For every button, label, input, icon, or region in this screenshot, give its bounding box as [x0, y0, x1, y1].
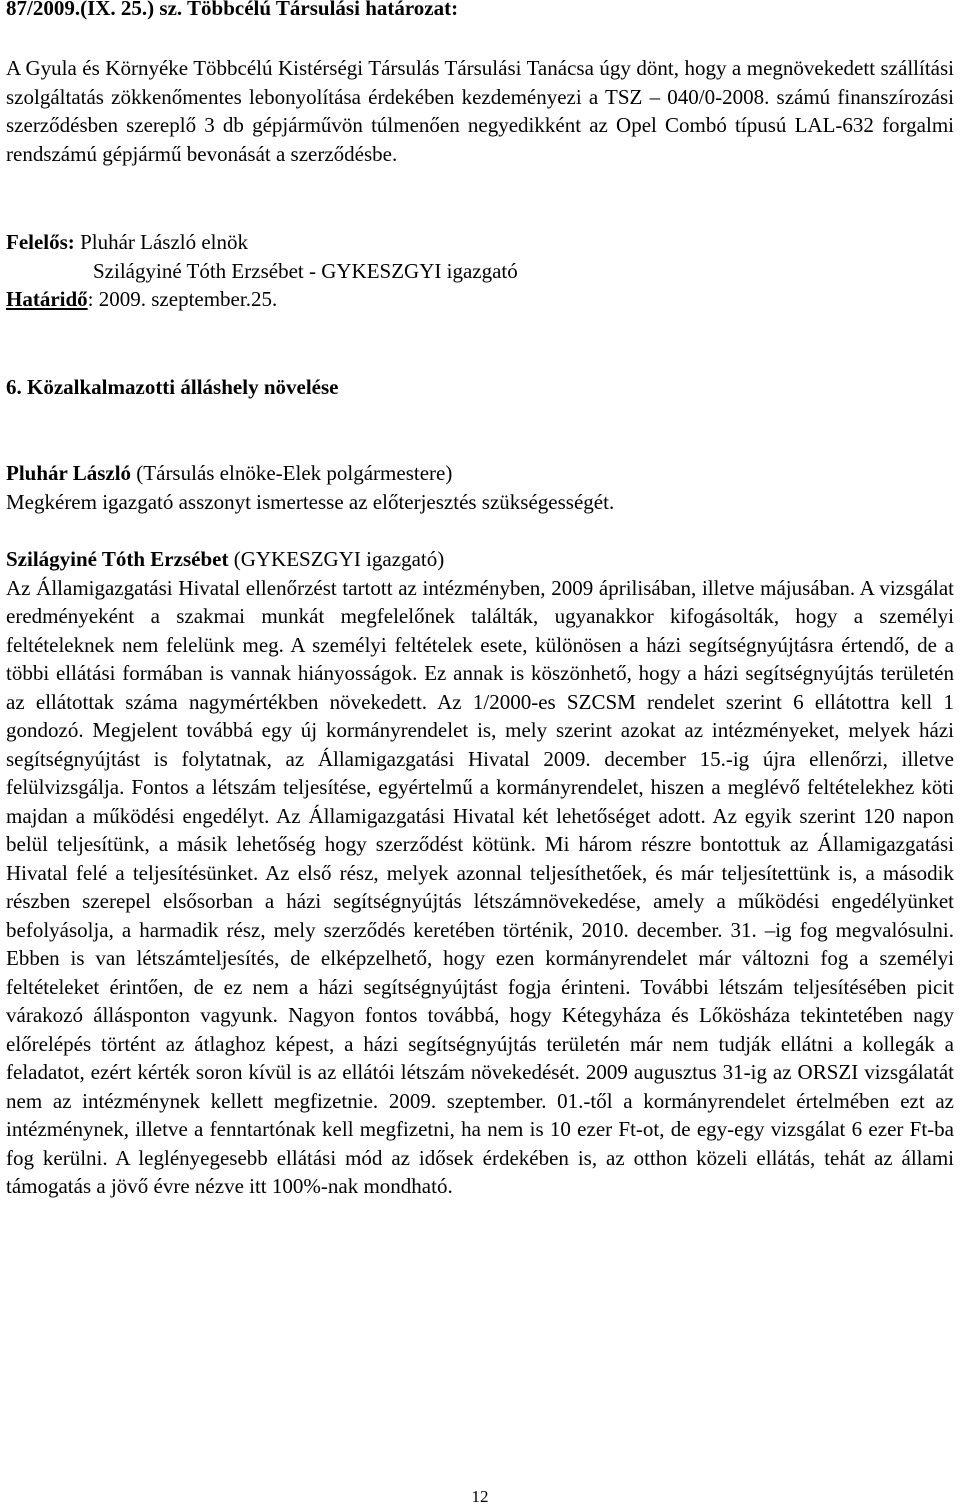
resolution-title: Többcélú Társulási határozat:	[187, 0, 459, 20]
responsible-person-1: Pluhár László elnök	[80, 230, 249, 254]
resolution-body	[6, 54, 954, 168]
speaker-1-name: Pluhár László	[6, 461, 132, 485]
speaker-2-role: (GYKESZGYI igazgató)	[228, 547, 445, 571]
speaker-1-block	[6, 459, 954, 516]
page-number: 12	[471, 1487, 489, 1506]
speaker-1-text: Megkérem igazgató asszonyt ismertesse az előterjesztés szükségességét.	[6, 489, 615, 514]
responsible-label: Felelős:	[6, 230, 75, 254]
section-title: Közalkalmazotti álláshely növelése	[27, 375, 339, 399]
speaker-2-name: Szilágyiné Tóth Erzsébet	[6, 547, 229, 571]
deadline-label: Határidő	[6, 287, 88, 311]
deadline-value: : 2009. szeptember.25.	[87, 287, 278, 311]
speaker-1-role: (Társulás elnöke-Elek polgármestere)	[131, 461, 453, 485]
section-heading	[6, 373, 954, 402]
speaker-2-text: Az Államigazgatási Hivatal ellenőrzést tartott az intézményben, 2009 áprilisában, illetve májusában. A vizsgálat eredményeként a szakmai munkát megfelelőnek találták, ugyanakkor kifogásolták, hogy a személyi feltételeknek nem felelünk meg. A személyi feltételek esete, különösen a házi segítségnyújtásra értendő, de a többi ellátási formában is vannak hiányosságok. Ez annak is köszönhető, hogy a házi segítségnyújtás területén az ellátottak száma nagymértékben növekedett. Az 1/2000-es SZCSM rendelet szerint 6 ellátottra kell 1 gondozó. Megjelent továbbá egy új kormányrendelet is, mely szerint azokat az intézményeket, melyek házi segítségnyújtást is folytatnak, az Államigazgatási Hivatal 2009. december 15.-ig újra ellenőrzi, illetve felülvizsgálja. Fontos a létszám teljesítése, egyértelmű a kormányrendelet, hiszen a meglévő feltételekhez köti majdan a működési engedélyt. Az Államigazgatási Hivatal két lehetőséget adott. Az egyik szerint 120 napon belül teljesítünk, a másik lehetőség hogy szerződést kötünk. Mi három részre bontottuk az Államigazgatási Hivatal felé a teljesítésünket. Az első rész, melyek azonnal teljesíthetőek, és már teljesítettünk is, a második részben szerepel elsősorban a házi segítségnyújtás létszámnövekedése, amely a működési engedélyünket befolyásolja, a harmadik rész, mely szerződés keretében történik, 2010. december. 31. –ig fog megvalósulni. Ebben is van létszámteljesítés, de elképzelhető, hogy ezen kormányrendelet már változni fog a személyi feltételeket érintően, de ez nem a házi segítségnyújtást fogja érinteni. További létszám teljesítésében picit várakozó állásponton vagyunk. Nagyon fontos továbbá, hogy Kétegyháza és Lőkösháza tekintetében nagy előrelépés történt az átlaghoz képest, a házi segítségnyújtás területén már nem tudják ellátni a kollegák a feladatot, ezért kérték soron kívül is az ellátói létszám növekedését. 2009 augusztus 31-ig az ORSZI vizsgálatát nem az intézménynek kellett megfizetnie. 2009. szeptember. 01.-től a kormányrendelet értelmében ezt az intézménynek, illetve a fenntartónak kell megfizetni, ha nem is 10 ezer Ft-ot, de egy-egy vizsgálat 6 ezer Ft-ba fog kerülni. A leglényegesebb ellátási mód az idősek érdekében is, az otthon közeli ellátás, tehát az állami támogatás a jövő évre nézve itt 100%-nak mondható.	[6, 575, 954, 1198]
section-number: 6.	[6, 375, 22, 399]
resolution-header	[6, 0, 954, 23]
responsible-block	[6, 228, 954, 314]
resolution-text: A Gyula és Környéke Többcélú Kistérségi Társulás Társulási Tanácsa úgy dönt, hogy a megnövekedett szállítási szolgáltatás zökkenőmentes lebonyolítása érdekében kezdeményezi a TSZ – 040/0-2008. számú finanszírozási szerződésben szereplő 3 db gépjárművön túlmenően negyedikként az Opel Combó típusú LAL-632 forgalmi rendszámú gépjármű bevonását a szerződésbe.	[6, 56, 954, 166]
resolution-ref: 87/2009.(IX. 25.) sz.	[6, 0, 183, 20]
responsible-person-2: Szilágyiné Tóth Erzsébet - GYKESZGYI igazgató	[93, 258, 518, 283]
speaker-2-block	[6, 545, 954, 1201]
